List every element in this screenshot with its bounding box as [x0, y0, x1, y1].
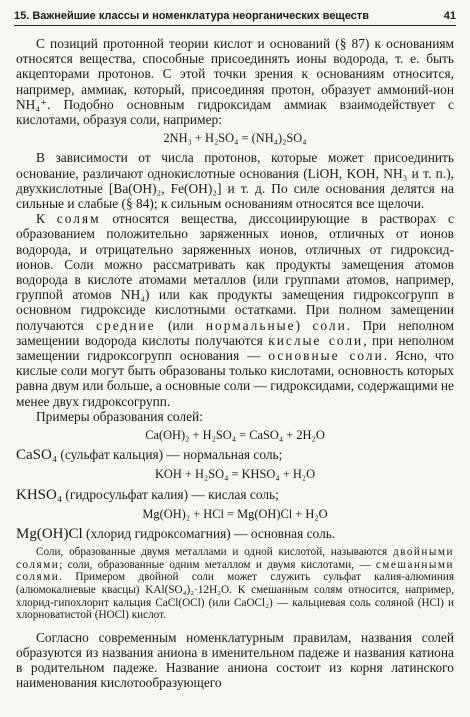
text: (гидросульфат калия) — кислая соль;: [62, 486, 279, 502]
paragraph-base-classification: В зависимости от числа протонов, которые может присоединить основание, различают однокислотные основания (LiOH, KOH, NH₃ и т. п.), двухкислотные [Ba(OH)₂, Fe(OH)₂] и т. д. По силе основания делятся на сильные и слабые (§ 84); к сильным основаниям относятся все щелочи.: [16, 150, 454, 212]
equation-magnesium: Mg(OH)₂ + HCl = Mg(OH)Cl + H₂O: [142, 506, 328, 521]
example-basic-salt: [16, 526, 454, 542]
term-salts: солям: [56, 211, 101, 227]
term-basic-salts: основные соли: [268, 348, 384, 364]
text: . Ясно, что кислые соли могут быть образованы только кислотами, основность которых равна двум или больше, а основные соли — гидроксидами, содержащими не менее двух гидроксогрупп.: [16, 348, 455, 409]
text: относятся вещества, диссоциирующие в растворах с образованием положительно заряженных ионов, отличных от ионов водорода, и отрицательно заряженных ионов, отличных от гидроксид-ионов. Соли можно рассматривать как продукты замещения атомов водорода в кислоте атомами металлов (или группами атомов, например, группой атомов NH₄) или как продукты замещения гидроксогрупп в основном гидроксиде кислотными остатками. При полном замещении получаются: [16, 211, 454, 333]
text: (хлорид гидроксомагния) — основная соль.: [82, 526, 336, 542]
text: . Примером двойной соли может служить сульфат калия-алюминия (алюмокалиевые квасцы) KAl(SO₄)₂·12H₂O. К смешанным солям относится, например, хлорид-гипохлорит кальция CaCl(OCl) (или CaOCl₂) — кальциевая соль соляной (HCl) и хлорноватистой (HOCl) кислот.: [16, 571, 454, 622]
term-double-salts: двойными солями: [16, 546, 454, 571]
running-head: 15. Важнейшие классы и номенклатура неорганических веществ: [14, 10, 369, 22]
text: ; соли, образованные одним металлом и двумя кислотами, —: [59, 558, 376, 571]
example-normal-salt: [16, 447, 454, 463]
text: ): [295, 317, 313, 333]
term-salts-2: соли: [312, 317, 347, 333]
equation-calcium: Ca(OH)₂ + H₂SO₄ = CaSO₄ + 2H₂O: [145, 428, 325, 443]
note-double-mixed-salts: [16, 546, 454, 622]
term-mixed-salts: смешанными солями: [16, 558, 454, 584]
text: . При неполном замещении водорода кислоты получаются: [16, 317, 454, 348]
page-header: [14, 6, 456, 26]
text: К: [36, 211, 57, 227]
formula-caso4: CaSO₄: [16, 447, 58, 464]
formula-mgohcl: Mg(OH)Cl: [16, 526, 83, 543]
term-middle: средние: [96, 317, 156, 333]
formula-khso4: KHSO₄: [16, 486, 63, 503]
term-acid-salts: кислые соли: [268, 332, 364, 348]
text: (сульфат кальция) — нормальная соль;: [57, 447, 283, 463]
paragraph-salts: [16, 211, 454, 409]
paragraph-examples-intro: Примеры образования солей:: [36, 408, 203, 424]
paragraph-protonic-bases: С позиций протонной теории кислот и оснований (§ 87) к основаниям относятся вещества, способные присоединять ионы водорода, т. е. быть акцепторами протонов. С этой точки зрения к основаниям относится, например, аммиак, который, присоединяя протон, образует аммоний-ион NH₄⁺. Подобно основным гидроксидам аммиак взаимодействует с кислотами, образуя соли, например:: [16, 36, 454, 128]
text: (или: [155, 317, 206, 333]
page-number: 41: [443, 10, 456, 22]
paragraph-nomenclature: Согласно современным номенклатурным правилам, названия солей образуются из названия аниона в именительном падеже и названия катиона в родительном падеже. Название аниона состоит из корня латинского наименования кислотообразующего: [16, 629, 454, 691]
text: Соли, образованные двумя металлами и одной кислотой, называются: [36, 546, 393, 559]
term-normal: нормальные: [205, 317, 296, 333]
equation-ammonia: 2NH₃ + H₂SO₄ = (NH₄)₂SO₄: [163, 131, 307, 146]
text: , при неполном замещении гидроксогрупп основания —: [16, 332, 454, 364]
page-body: [16, 36, 454, 713]
equation-potassium: KOH + H₂SO₄ = KHSO₄ + H₂O: [154, 467, 316, 482]
example-acid-salt: [16, 487, 454, 503]
